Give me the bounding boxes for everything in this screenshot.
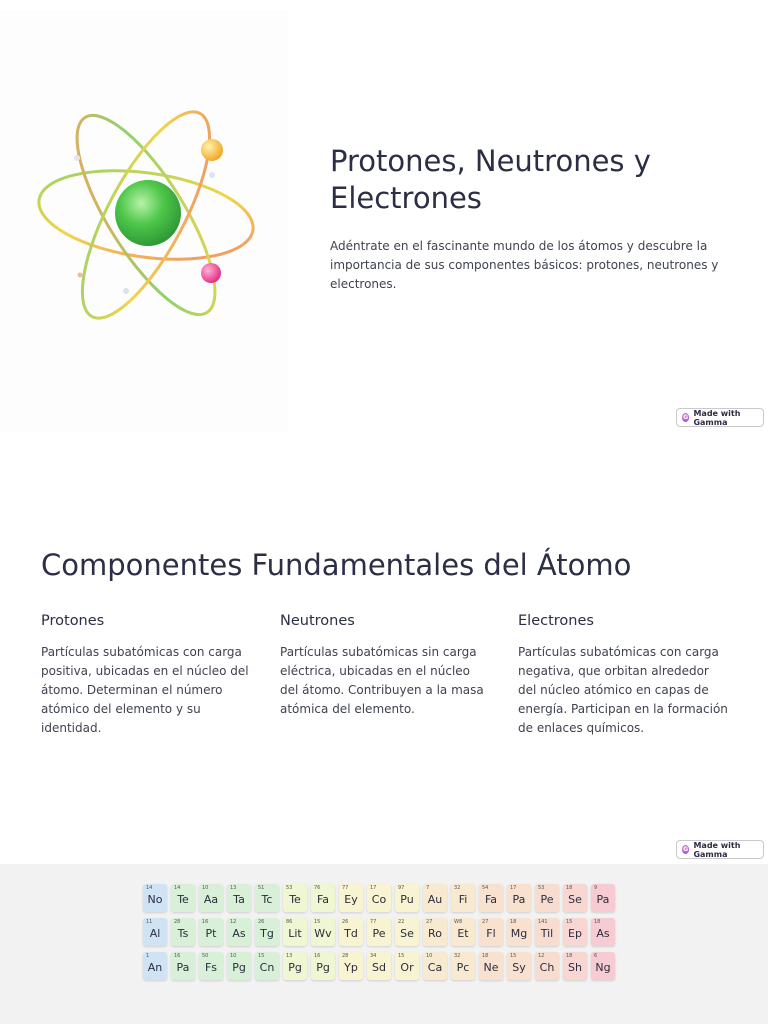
element-cell	[311, 884, 335, 912]
column-title: Electrones	[518, 613, 594, 629]
column-text: Partículas subatómicas con carga positiva, ubicadas en el núcleo del átomo. Determinan el número atómico del elemento y su identidad.	[41, 645, 249, 735]
atom-illustration	[0, 10, 288, 432]
element-cell	[507, 884, 531, 912]
element-symbol: Pg	[232, 960, 246, 974]
element-symbol: Fs	[204, 960, 218, 974]
element-symbol: Pg	[288, 960, 302, 974]
made-with-gamma-badge[interactable]	[676, 408, 764, 427]
element-cell	[451, 918, 475, 946]
element-symbol: Se	[568, 892, 582, 906]
element-cell	[171, 952, 195, 980]
element-number: 10	[202, 885, 209, 891]
element-number: 16	[174, 953, 181, 959]
element-cell	[283, 952, 307, 980]
element-cell	[479, 918, 503, 946]
element-number: 76	[314, 885, 321, 891]
element-symbol: Pe	[540, 892, 554, 906]
element-symbol: An	[147, 960, 163, 974]
element-cell	[367, 952, 391, 980]
element-symbol: Fl	[486, 926, 496, 940]
element-symbol: Ep	[568, 926, 582, 940]
element-number: 51	[258, 885, 265, 891]
element-cell	[255, 918, 279, 946]
element-symbol: Or	[400, 960, 414, 974]
element-symbol: Pa	[176, 960, 190, 974]
element-cell	[423, 918, 447, 946]
element-number: 10	[426, 953, 433, 959]
element-symbol: Tc	[261, 892, 273, 906]
element-cell	[395, 918, 419, 946]
element-cell	[535, 918, 559, 946]
element-symbol: Se	[400, 926, 414, 940]
gamma-logo-icon: G	[683, 846, 689, 853]
element-cell	[563, 952, 587, 980]
element-symbol: Til	[540, 926, 554, 940]
gamma-logo-icon: G	[683, 414, 689, 421]
element-cell	[339, 952, 363, 980]
element-number: 54	[482, 885, 489, 891]
element-cell	[199, 884, 223, 912]
element-cell	[423, 884, 447, 912]
element-number: 32	[454, 885, 461, 891]
element-cell	[311, 952, 335, 980]
element-symbol: Sd	[372, 960, 386, 974]
element-cell	[171, 918, 195, 946]
element-symbol: Ne	[483, 960, 499, 974]
element-cell	[143, 884, 167, 912]
element-symbol: Fi	[458, 892, 468, 906]
element-cell	[283, 884, 307, 912]
element-number: 32	[454, 953, 461, 959]
element-symbol: Au	[427, 892, 443, 906]
element-cell	[451, 884, 475, 912]
component-column-neutrons	[280, 613, 490, 719]
element-symbol: Ch	[539, 960, 555, 974]
element-cell	[395, 952, 419, 980]
element-cell	[479, 952, 503, 980]
element-number: 28	[174, 919, 181, 925]
element-symbol: Pg	[316, 960, 330, 974]
table-row	[143, 952, 627, 980]
element-number: 18	[510, 919, 517, 925]
element-cell	[199, 952, 223, 980]
made-with-gamma-badge[interactable]	[676, 840, 764, 859]
hero-slide	[0, 0, 768, 432]
column-text: Partículas subatómicas sin carga eléctrica, ubicadas en el núcleo del átomo. Contribuyen a la masa atómica del elemento.	[280, 645, 484, 716]
element-number: 16	[314, 953, 321, 959]
element-number: 28	[342, 953, 349, 959]
element-symbol: Mg	[510, 926, 528, 940]
element-number: 18	[566, 953, 573, 959]
element-symbol: Aa	[203, 892, 219, 906]
element-number: 13	[286, 953, 293, 959]
element-number: 86	[286, 919, 293, 925]
element-number: 27	[426, 919, 433, 925]
element-symbol: Ro	[428, 926, 442, 940]
element-number: 18	[566, 885, 573, 891]
element-number: 9	[594, 885, 598, 891]
element-cell	[367, 918, 391, 946]
element-cell	[199, 918, 223, 946]
element-symbol: Lit	[288, 926, 302, 940]
element-cell	[227, 918, 251, 946]
element-cell	[591, 884, 615, 912]
element-symbol: Yp	[344, 960, 358, 974]
element-number: 1	[146, 953, 150, 959]
element-number: 27	[482, 919, 489, 925]
element-symbol: Et	[457, 926, 469, 940]
element-number: 97	[398, 885, 405, 891]
element-cell	[339, 918, 363, 946]
element-number: 26	[258, 919, 265, 925]
element-cell	[143, 918, 167, 946]
column-title: Neutrones	[280, 613, 355, 629]
element-symbol: Cn	[259, 960, 275, 974]
periodic-table-image	[143, 864, 627, 986]
element-cell	[591, 918, 615, 946]
element-number: 14	[174, 885, 181, 891]
element-cell	[451, 952, 475, 980]
element-number: 14	[146, 885, 153, 891]
element-symbol: Pa	[596, 892, 610, 906]
badge-label: Made with Gamma	[693, 840, 741, 859]
element-symbol: Ts	[177, 926, 189, 940]
element-cell	[255, 952, 279, 980]
element-number: 34	[370, 953, 377, 959]
element-cell	[227, 884, 251, 912]
element-cell	[143, 952, 167, 980]
atom-icon	[0, 10, 288, 432]
element-symbol: Pc	[456, 960, 470, 974]
element-cell	[171, 884, 195, 912]
element-number: 11	[146, 919, 153, 925]
element-number: W8	[454, 919, 463, 925]
badge-label: Made with Gamma	[693, 408, 741, 427]
element-cell	[395, 884, 419, 912]
element-number: 18	[594, 919, 601, 925]
element-symbol: No	[147, 892, 163, 906]
element-number: 53	[538, 885, 545, 891]
element-symbol: Te	[177, 892, 189, 906]
column-text: Partículas subatómicas con carga negativa, que orbitan alrededor del núcleo atómico en capas de energía. Participan en la formación de enlaces químicos.	[518, 645, 728, 735]
element-cell	[507, 952, 531, 980]
element-number: 77	[342, 885, 349, 891]
element-number: 10	[230, 953, 237, 959]
element-cell	[283, 918, 307, 946]
element-cell	[535, 884, 559, 912]
element-number: 6	[594, 953, 598, 959]
page-title: Protones, Neutrones y Electrones	[330, 144, 651, 215]
column-title: Protones	[41, 613, 105, 629]
element-symbol: Pt	[205, 926, 217, 940]
element-cell	[423, 952, 447, 980]
element-symbol: Pu	[400, 892, 414, 906]
element-symbol: Tg	[260, 926, 274, 940]
element-symbol: Fa	[484, 892, 498, 906]
element-symbol: Wv	[314, 926, 332, 940]
element-number: 15	[314, 919, 321, 925]
element-cell	[255, 884, 279, 912]
element-symbol: Fa	[316, 892, 330, 906]
element-symbol: Ta	[233, 892, 245, 906]
element-number: 26	[342, 919, 349, 925]
element-number: 13	[230, 885, 237, 891]
element-cell	[479, 884, 503, 912]
element-number: 16	[202, 919, 209, 925]
element-number: 7	[426, 885, 430, 891]
element-number: 17	[510, 885, 517, 891]
hero-description: Adéntrate en el fascinante mundo de los átomos y descubre la importancia de sus componentes básicos: protones, neutrones y electrones.	[330, 239, 719, 291]
element-number: 15	[566, 919, 573, 925]
element-number: 22	[398, 919, 405, 925]
element-cell	[563, 884, 587, 912]
element-symbol: Al	[149, 926, 161, 940]
element-symbol: Sh	[568, 960, 582, 974]
element-number: 15	[510, 953, 517, 959]
component-column-protons	[41, 613, 251, 738]
element-symbol: Ey	[344, 892, 358, 906]
element-number: 141	[538, 919, 548, 925]
element-cell	[367, 884, 391, 912]
element-cell	[507, 918, 531, 946]
element-symbol: Pe	[372, 926, 386, 940]
element-symbol: As	[596, 926, 610, 940]
element-number: 12	[230, 919, 237, 925]
element-number: 77	[370, 919, 377, 925]
element-cell	[563, 918, 587, 946]
element-number: 17	[370, 885, 377, 891]
element-symbol: As	[232, 926, 246, 940]
element-number: 53	[286, 885, 293, 891]
element-number: 50	[202, 953, 209, 959]
section-title: Componentes Fundamentales del Átomo	[41, 548, 632, 582]
element-cell	[227, 952, 251, 980]
element-number: 12	[538, 953, 545, 959]
element-symbol: Co	[371, 892, 387, 906]
element-cell	[535, 952, 559, 980]
table-row	[143, 884, 627, 912]
element-symbol: Ca	[427, 960, 443, 974]
element-symbol: Td	[344, 926, 358, 940]
periodic-table-slide	[0, 864, 768, 1024]
element-symbol: Sy	[512, 960, 526, 974]
element-number: 18	[482, 953, 489, 959]
element-cell	[591, 952, 615, 980]
element-number: 15	[258, 953, 265, 959]
element-number: 15	[398, 953, 405, 959]
element-symbol: Ng	[595, 960, 611, 974]
element-cell	[339, 884, 363, 912]
component-column-electrons	[518, 613, 728, 738]
element-symbol: Te	[289, 892, 301, 906]
table-row	[143, 918, 627, 946]
element-symbol: Pa	[512, 892, 526, 906]
element-cell	[311, 918, 335, 946]
components-slide	[0, 432, 768, 864]
